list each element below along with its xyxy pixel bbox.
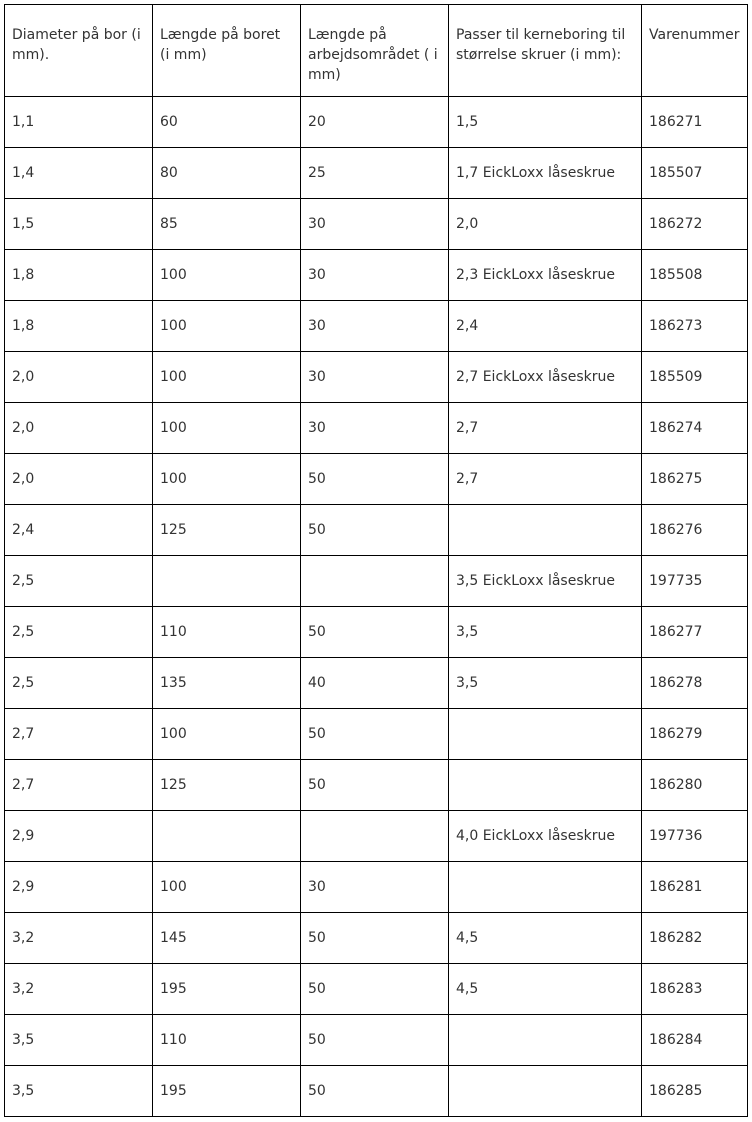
table-cell-diameter: 2,5 <box>5 607 153 658</box>
table-row <box>5 505 748 556</box>
table-cell-item-number: 186274 <box>642 403 748 454</box>
table-cell-diameter: 3,5 <box>5 1015 153 1066</box>
table-cell-work-length: 50 <box>301 607 449 658</box>
table-cell-diameter: 1,8 <box>5 301 153 352</box>
table-cell-screw-size: 4,0 EickLoxx låseskrue <box>449 811 642 862</box>
table-cell-screw-size: 2,0 <box>449 199 642 250</box>
table-cell-diameter: 1,5 <box>5 199 153 250</box>
table-cell-screw-size <box>449 1015 642 1066</box>
table-cell-screw-size: 2,4 <box>449 301 642 352</box>
table-cell-item-number: 186275 <box>642 454 748 505</box>
table-cell-work-length: 50 <box>301 454 449 505</box>
table-row <box>5 709 748 760</box>
table-header-row <box>5 5 748 97</box>
table-cell-work-length: 30 <box>301 352 449 403</box>
table-row <box>5 301 748 352</box>
column-header-diameter: Diameter på bor (i mm). <box>5 5 153 97</box>
table-cell-screw-size: 2,3 EickLoxx låseskrue <box>449 250 642 301</box>
table-cell-drill-length: 100 <box>153 250 301 301</box>
table-cell-work-length: 50 <box>301 505 449 556</box>
table-cell-screw-size: 1,7 EickLoxx låseskrue <box>449 148 642 199</box>
table-row <box>5 760 748 811</box>
table-cell-work-length: 50 <box>301 1015 449 1066</box>
table-row <box>5 1015 748 1066</box>
table-cell-work-length: 50 <box>301 913 449 964</box>
table-row <box>5 811 748 862</box>
table-cell-work-length: 50 <box>301 964 449 1015</box>
table-row <box>5 913 748 964</box>
table-cell-item-number: 197736 <box>642 811 748 862</box>
table-cell-diameter: 1,1 <box>5 97 153 148</box>
table-cell-work-length: 50 <box>301 1066 449 1117</box>
table-cell-work-length: 30 <box>301 199 449 250</box>
table-cell-diameter: 3,2 <box>5 913 153 964</box>
table-cell-item-number: 186283 <box>642 964 748 1015</box>
table-cell-drill-length: 60 <box>153 97 301 148</box>
table-cell-drill-length: 135 <box>153 658 301 709</box>
table-cell-screw-size: 2,7 <box>449 454 642 505</box>
table-cell-screw-size: 2,7 EickLoxx låseskrue <box>449 352 642 403</box>
table-cell-item-number: 186284 <box>642 1015 748 1066</box>
table-row <box>5 454 748 505</box>
column-header-work-length: Længde på arbejdsområdet ( i mm) <box>301 5 449 97</box>
table-cell-work-length <box>301 556 449 607</box>
table-row <box>5 148 748 199</box>
table-cell-diameter: 2,9 <box>5 811 153 862</box>
table-body <box>5 97 748 1117</box>
table-cell-screw-size <box>449 862 642 913</box>
table-cell-diameter: 2,7 <box>5 760 153 811</box>
table-cell-diameter: 2,0 <box>5 352 153 403</box>
table-cell-drill-length <box>153 556 301 607</box>
table-container <box>4 4 748 1117</box>
table-cell-item-number: 185509 <box>642 352 748 403</box>
table-row <box>5 964 748 1015</box>
table-row <box>5 1066 748 1117</box>
table-cell-diameter: 2,9 <box>5 862 153 913</box>
drill-spec-table <box>4 4 748 1117</box>
table-cell-work-length: 30 <box>301 250 449 301</box>
table-cell-item-number: 186277 <box>642 607 748 658</box>
table-cell-drill-length: 100 <box>153 352 301 403</box>
table-cell-diameter: 2,7 <box>5 709 153 760</box>
table-cell-drill-length: 85 <box>153 199 301 250</box>
table-cell-drill-length: 110 <box>153 1015 301 1066</box>
table-cell-drill-length: 80 <box>153 148 301 199</box>
table-cell-diameter: 2,5 <box>5 556 153 607</box>
table-cell-work-length: 50 <box>301 709 449 760</box>
table-cell-diameter: 2,0 <box>5 403 153 454</box>
table-cell-work-length: 30 <box>301 301 449 352</box>
table-row <box>5 658 748 709</box>
table-cell-item-number: 186279 <box>642 709 748 760</box>
table-cell-drill-length <box>153 811 301 862</box>
table-cell-item-number: 186281 <box>642 862 748 913</box>
column-header-item-number: Varenummer <box>642 5 748 97</box>
table-cell-work-length <box>301 811 449 862</box>
table-cell-work-length: 30 <box>301 403 449 454</box>
table-row <box>5 250 748 301</box>
table-cell-item-number: 186273 <box>642 301 748 352</box>
table-cell-diameter: 1,4 <box>5 148 153 199</box>
table-cell-item-number: 186271 <box>642 97 748 148</box>
table-row <box>5 97 748 148</box>
column-header-screw-size: Passer til kerneboring til størrelse skruer (i mm): <box>449 5 642 97</box>
table-cell-screw-size: 3,5 <box>449 658 642 709</box>
table-cell-screw-size: 3,5 EickLoxx låseskrue <box>449 556 642 607</box>
table-cell-drill-length: 125 <box>153 760 301 811</box>
table-cell-screw-size <box>449 760 642 811</box>
table-cell-item-number: 186282 <box>642 913 748 964</box>
table-row <box>5 556 748 607</box>
table-cell-diameter: 2,0 <box>5 454 153 505</box>
table-row <box>5 352 748 403</box>
table-cell-item-number: 186272 <box>642 199 748 250</box>
table-cell-work-length: 50 <box>301 760 449 811</box>
table-cell-drill-length: 195 <box>153 964 301 1015</box>
table-row <box>5 199 748 250</box>
table-cell-work-length: 25 <box>301 148 449 199</box>
table-cell-screw-size: 2,7 <box>449 403 642 454</box>
table-cell-drill-length: 100 <box>153 454 301 505</box>
table-cell-screw-size: 1,5 <box>449 97 642 148</box>
table-cell-work-length: 40 <box>301 658 449 709</box>
table-cell-drill-length: 100 <box>153 709 301 760</box>
table-cell-screw-size <box>449 709 642 760</box>
table-cell-drill-length: 100 <box>153 862 301 913</box>
table-row <box>5 607 748 658</box>
table-cell-item-number: 186285 <box>642 1066 748 1117</box>
table-cell-drill-length: 145 <box>153 913 301 964</box>
table-cell-item-number: 185508 <box>642 250 748 301</box>
table-row <box>5 403 748 454</box>
table-cell-drill-length: 125 <box>153 505 301 556</box>
table-cell-item-number: 186280 <box>642 760 748 811</box>
table-cell-screw-size: 3,5 <box>449 607 642 658</box>
table-cell-diameter: 3,2 <box>5 964 153 1015</box>
table-cell-diameter: 3,5 <box>5 1066 153 1117</box>
table-cell-diameter: 2,5 <box>5 658 153 709</box>
table-cell-work-length: 30 <box>301 862 449 913</box>
table-cell-diameter: 2,4 <box>5 505 153 556</box>
table-cell-screw-size: 4,5 <box>449 964 642 1015</box>
table-cell-drill-length: 110 <box>153 607 301 658</box>
table-cell-drill-length: 195 <box>153 1066 301 1117</box>
table-cell-work-length: 20 <box>301 97 449 148</box>
table-row <box>5 862 748 913</box>
table-cell-item-number: 186278 <box>642 658 748 709</box>
table-cell-diameter: 1,8 <box>5 250 153 301</box>
table-cell-item-number: 186276 <box>642 505 748 556</box>
column-header-drill-length: Længde på boret (i mm) <box>153 5 301 97</box>
table-cell-item-number: 185507 <box>642 148 748 199</box>
table-cell-drill-length: 100 <box>153 403 301 454</box>
table-cell-item-number: 197735 <box>642 556 748 607</box>
table-cell-drill-length: 100 <box>153 301 301 352</box>
table-cell-screw-size <box>449 505 642 556</box>
table-cell-screw-size: 4,5 <box>449 913 642 964</box>
table-cell-screw-size <box>449 1066 642 1117</box>
